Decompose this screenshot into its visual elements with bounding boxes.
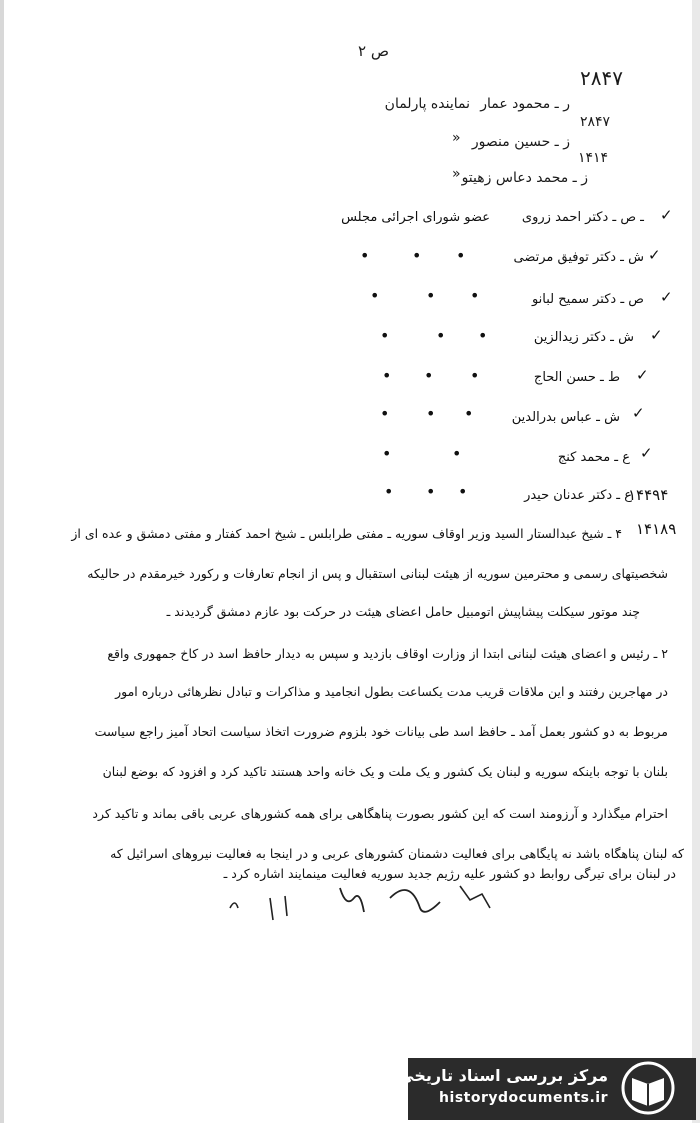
top-line-number: ۲۸۴۷ — [580, 114, 611, 130]
scan-edge-right — [692, 0, 700, 1123]
body-line: ۲ ـ رئیس و اعضای هیئت لبنانی ابتدا از وزارت اوقاف بازدید و سپس به دیدار حافظ اسد در کاخ جمهوری واقع — [107, 646, 668, 661]
check-mark-icon: ✓ — [650, 326, 663, 344]
check-mark-icon: ✓ — [660, 288, 673, 306]
member-name: ش ـ عباس بدرالدین — [511, 410, 620, 425]
top-line-label: ز ـ محمد دعاس زهیتو — [461, 170, 588, 186]
check-mark-icon: ✓ — [660, 206, 673, 224]
top-line-number: ۱۴۱۴ — [578, 150, 609, 166]
member-name: ط ـ حسن الحاج — [533, 370, 620, 385]
book-emblem-icon — [616, 1060, 680, 1116]
margin-number: ۱۴۴۹۴ — [628, 486, 669, 504]
member-name: ـ ص ـ دکتر احمد زروی — [521, 210, 644, 225]
document-page: ص ۲ ۲۸۴۷ ر ـ محمود عمار نماینده پارلمان ۲۸۴۷ ز ـ حسین منصور » ۱۴۱۴ ز ـ محمد دعاس زهیتو » ✓ ـ ص ـ دکتر احمد زروی عضو شورای اجرائی مجلس ✓ ش ـ دکتر توفیق مرتضی ✓ ص ـ دکتر سمیح لبانو ✓ ش ـ دکتر زیدالزین ✓ ط ـ حسن الحاج ✓ ش ـ عباس بدرالدین ✓ ع ـ محمد کنج ع ـ دکتر عدنان حیدر • • • • • • • • • • • • • • • • • • • • ۱۴۴۹۴ ۱۴۱۸۹ ۴ ـ شیخ عبدالستار السید وزیر اوقاف سوریه ـ مفتی طرابلس ـ شیخ احمد کفتار و مفتی دمشق و عده ای از شخصیتهای رسمی و محترمین سوریه از هیئت لبنانی استقبال و پس از انجام تعارفات و رکورد خیرمقدم در حالیکه چند موتور سیکلت پیشاپیش اتومبیل حامل اعضای هیئت در حرکت بود عازم دمشق گردیدند ـ ۲ ـ رئیس و اعضای هیئت لبنانی ابتدا از وزارت اوقاف بازدید و سپس به دیدار حافظ اسد در کاخ جمهوری واقع در مهاجرین رفتند و این ملاقات قریب مدت یکساعت بطول انجامید و مذاکرات و تبادل نظرهائی درباره امور مربوط به دو کشور بعمل آمد ـ حافظ اسد طی بیانات خود بلزوم ضرورت اتخاذ سیاست اتحاد آمیز راجع سیاست بلنان با توجه باینکه سوریه و لبنان یک کشور و یک ملت و یک خانه واحد هستند تاکید کرد و افزود که بوضع لبنان احترام میگذارد و آرزومند است که این کشور بصورت پناهگاهی برای همه کشورهای عربی باقی بماند و تاکید کرد که لبنان پناهگاه باشد نه پایگاهی برای فعالیت دشمنان کشورهای عربی و در اینجا به فعالیت نیروهای اسرائیل که در لبنان برای تیرگی روابط دو کشور علیه رژیم جدید سوریه فعالیت مینمایند اشاره کرد ـ مرکز بررسی اسناد تاریخی historydocuments.ir — [0, 0, 700, 1123]
check-mark-icon: ✓ — [648, 246, 661, 264]
member-title: عضو شورای اجرائی مجلس — [341, 210, 490, 225]
margin-number: ۱۴۱۸۹ — [636, 520, 677, 538]
body-line: ۴ ـ شیخ عبدالستار السید وزیر اوقاف سوریه ـ مفتی طرابلس ـ شیخ احمد کفتار و مفتی دمشق و عده ای از — [71, 526, 622, 541]
check-mark-icon: ✓ — [640, 444, 653, 462]
scan-edge-left — [0, 0, 4, 1123]
member-name: ع ـ محمد کنج — [557, 450, 630, 465]
body-line: احترام میگذارد و آرزومند است که این کشور بصورت پناهگاهی برای همه کشورهای عربی باقی بماند و تاکید کرد — [92, 806, 668, 821]
member-name: ش ـ دکتر زیدالزین — [533, 330, 634, 345]
member-name: ش ـ دکتر توفیق مرتضی — [513, 250, 644, 265]
body-line: در مهاجرین رفتند و این ملاقات قریب مدت یکساعت بطول انجامید و مذاکرات و تبادل نظرهائی درباره امور — [115, 684, 668, 699]
body-line: شخصیتهای رسمی و محترمین سوریه از هیئت لبنانی استقبال و پس از انجام تعارفات و رکورد خیرمقدم در حالیکه — [87, 566, 668, 581]
signature-scribble — [210, 868, 540, 928]
body-line: مربوط به دو کشور بعمل آمد ـ حافظ اسد طی بیانات خود بلزوم ضرورت اتخاذ سیاست اتحاد آمیز راجع سیاست — [94, 724, 668, 739]
check-mark-icon: ✓ — [632, 404, 645, 422]
top-line-value: نماینده پارلمان — [384, 96, 470, 112]
ditto-mark: » — [452, 166, 461, 182]
body-line: در لبنان برای تیرگی روابط دو کشور علیه رژیم جدید سوریه فعالیت مینمایند اشاره کرد ـ — [223, 866, 676, 881]
body-line: بلنان با توجه باینکه سوریه و لبنان یک کشور و یک ملت و یک خانه واحد هستند تاکید کرد و افزود که بوضع لبنان — [102, 764, 668, 779]
member-name: ص ـ دکتر سمیح لبانو — [531, 292, 644, 307]
body-line: که لبنان پناهگاه باشد نه پایگاهی برای فعالیت دشمنان کشورهای عربی و در اینجا به فعالیت نیروهای اسرائیل که — [110, 846, 684, 861]
check-mark-icon: ✓ — [636, 366, 649, 384]
top-line-label: ز ـ حسین منصور — [471, 134, 570, 150]
top-line-label: ر ـ محمود عمار — [480, 96, 570, 112]
ditto-mark: » — [452, 130, 461, 146]
page-number: ص ۲ — [358, 42, 389, 60]
member-name: ع ـ دکتر عدنان حیدر — [524, 488, 632, 503]
body-line: چند موتور سیکلت پیشاپیش اتومبیل حامل اعضای هیئت در حرکت بود عازم دمشق گردیدند ـ — [166, 604, 640, 619]
logo-url: historydocuments.ir — [439, 1090, 608, 1106]
logo-title: مرکز بررسی اسناد تاریخی — [398, 1066, 608, 1085]
reference-number: ۲۸۴۷ — [580, 66, 623, 90]
